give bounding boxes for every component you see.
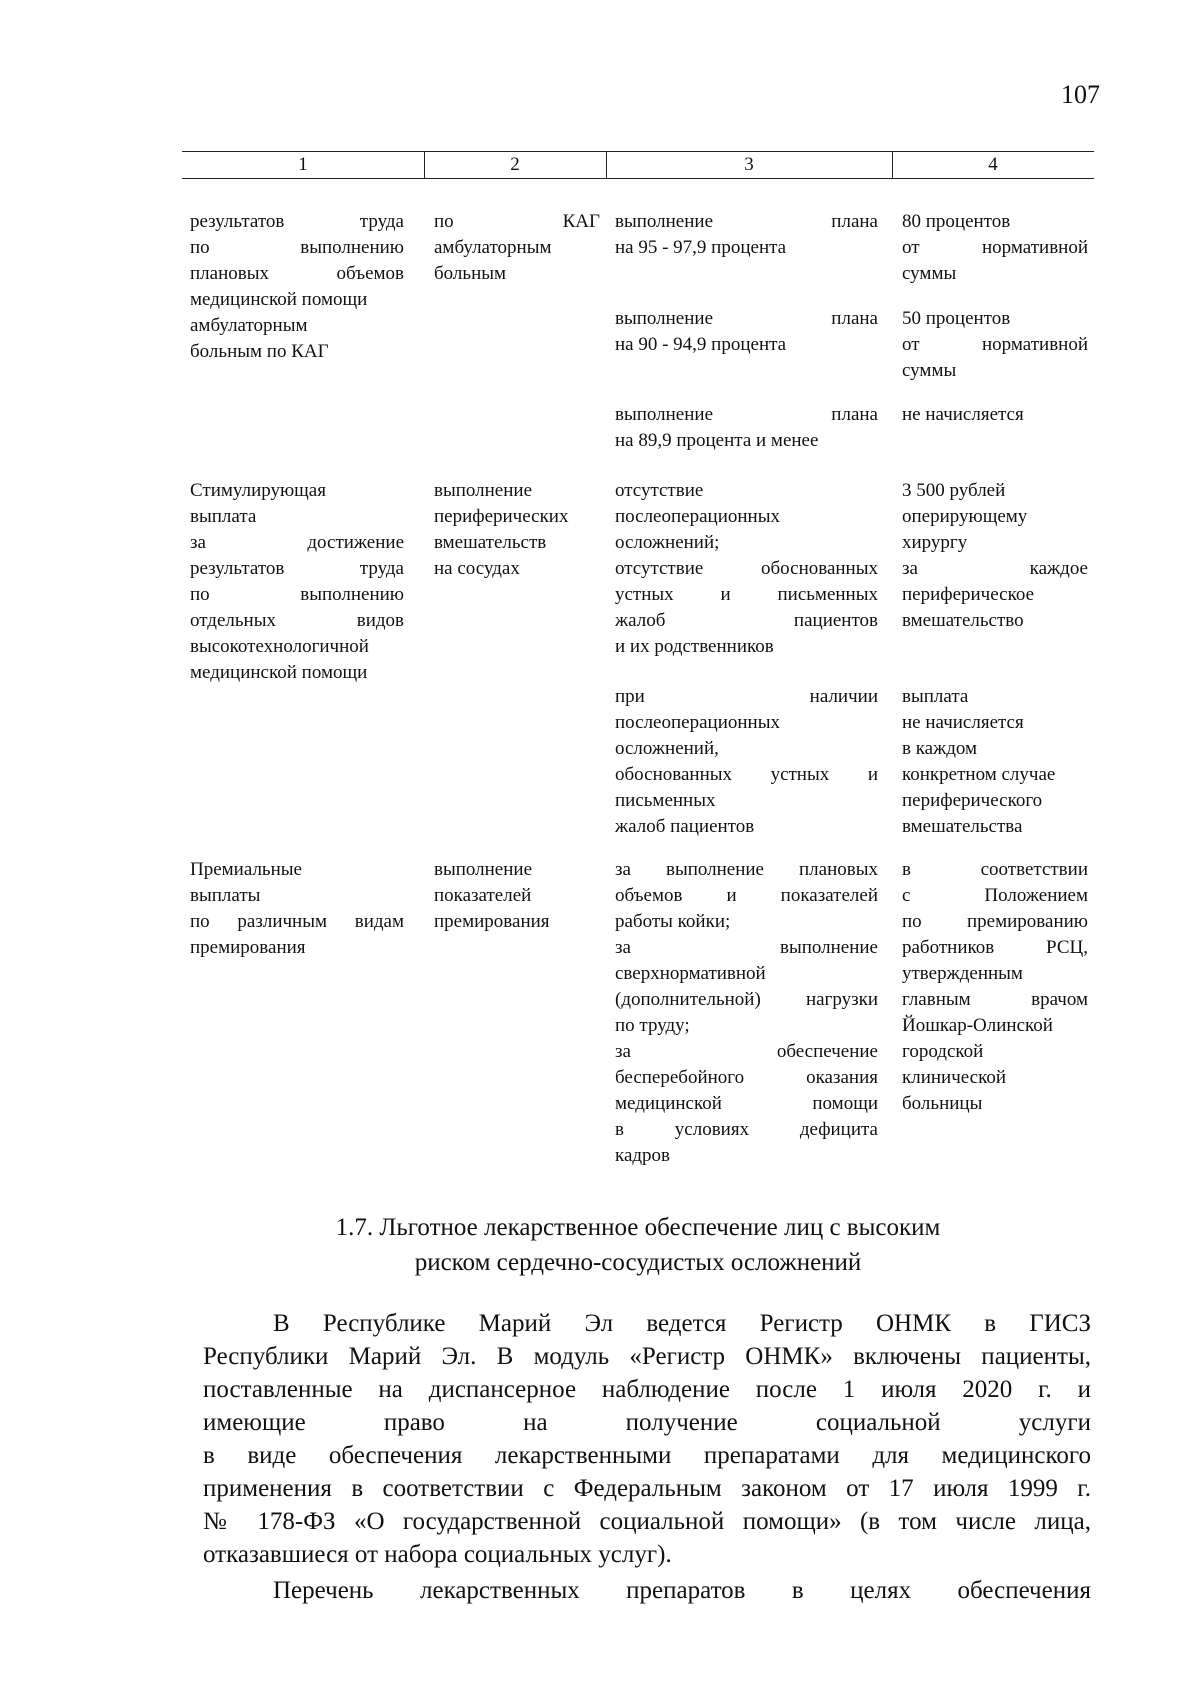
amount-cell: 3 500 рублей оперирующему хирургу за каждое периферическое вмешательство	[902, 480, 1088, 631]
amount-cell: выплата не начисляется в каждом конкретном случае периферического вмешательства	[902, 686, 1056, 837]
condition-cell: выполнение плана на 89,9 процента и менее	[615, 404, 878, 451]
amount-cell: не начисляется	[902, 404, 1024, 425]
column-number-2: 2	[510, 154, 520, 175]
amount-cell: в соответствии с Положением по премированию работников РСЦ, утвержденным главным врачом Йошкар-Олинской городской клинической больницы	[902, 859, 1088, 1114]
body-paragraph: В Республике Марий Эл ведется Регистр ОНМК в ГИСЗ Республики Марий Эл. В модуль «Регистр ОНМК» включены пациенты, поставленные на диспансерное наблюдение после 1 июля 2020 г. и имеющие право на получение социальной услуги в виде обеспечения лекарственными препаратами для медицинского применения в соответствии с Федеральным законом от 17 июля 1999 г. № 178-ФЗ «О государственной социальной помощи» (в том числе лица, отказавшиеся от набора социальных услуг).	[203, 1310, 1091, 1568]
condition-cell: выполнение плана на 90 - 94,9 процента	[615, 308, 878, 355]
column-number-4: 4	[988, 154, 998, 175]
body-paragraph: Перечень лекарственных препаратов в целях обеспечения	[273, 1577, 1091, 1604]
condition-cell: при наличии послеоперационных осложнений, обоснованных устных и письменных жалоб пациентов	[615, 686, 878, 837]
criterion-cell: по КАГ амбулаторным больным	[434, 211, 600, 284]
section-heading-line: 1.7. Льготное лекарственное обеспечение лиц с высоким	[335, 1214, 941, 1241]
amount-cell: 80 процентов от нормативной суммы	[902, 211, 1088, 284]
amount-cell: 50 процентов от нормативной суммы	[902, 308, 1088, 381]
column-number-1: 1	[298, 154, 308, 175]
criterion-cell: выполнение показателей премирования	[434, 859, 550, 932]
payment-type-cell: Премиальные выплаты по различным видам премирования	[190, 859, 404, 958]
criterion-cell: выполнение периферических вмешательств на сосудах	[434, 480, 569, 579]
condition-cell: отсутствие послеоперационных осложнений; отсутствие обоснованных устных и письменных жалоб пациентов и их родственников	[615, 480, 878, 657]
payment-type-cell: Стимулирующая выплата за достижение результатов труда по выполнению отдельных видов высокотехнологичной медицинской помощи	[190, 480, 404, 683]
condition-cell: выполнение плана на 95 - 97,9 процента	[615, 211, 878, 258]
payments-table	[182, 0, 1094, 1200]
payment-type-cell: результатов труда по выполнению плановых объемов медицинской помощи амбулаторным больным по КАГ	[190, 211, 404, 362]
column-number-3: 3	[744, 154, 754, 175]
section-heading-line: риском сердечно-сосудистых осложнений	[414, 1249, 862, 1276]
section-heading	[182, 1210, 1094, 1280]
page-number: 107	[1061, 80, 1100, 109]
condition-cell: за выполнение плановых объемов и показателей работы койки; за выполнение сверхнормативной (дополнительной) нагрузки по труду; за обеспечение бесперебойного оказания медицинской помощи в условиях дефицита кадров	[615, 859, 878, 1166]
